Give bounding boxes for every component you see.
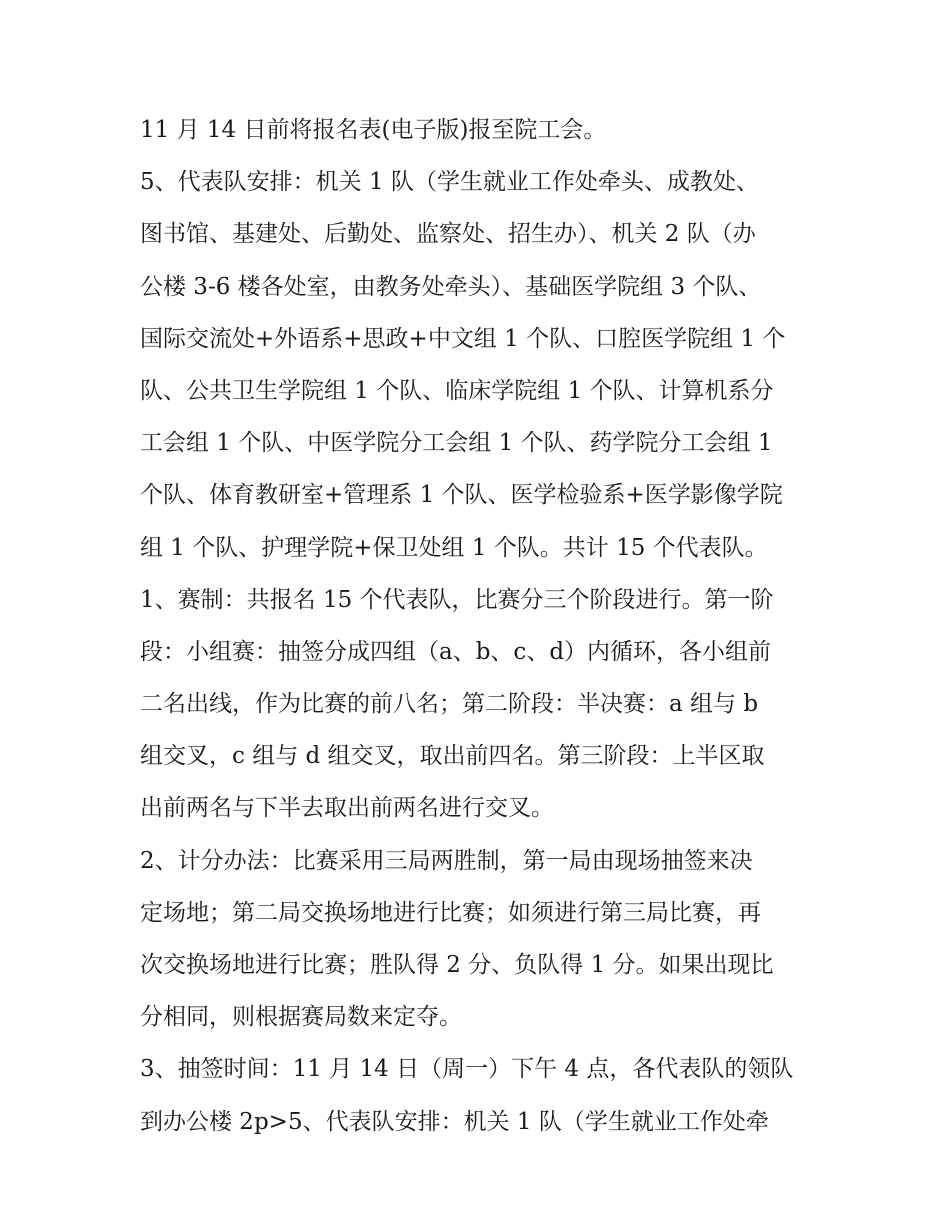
text-line: 到办公楼 2p>5、代表队安排：机关 1 队（学生就业工作处牵 [140, 1108, 769, 1135]
text-line: 国际交流处+外语系+思政+中文组 1 个队、口腔医学院组 1 个 [140, 325, 786, 352]
text-line: 公楼 3-6 楼各处室，由教务处牵头）、基础医学院组 3 个队、 [140, 273, 762, 300]
document-body [140, 104, 820, 1148]
text-line: 定场地；第二局交换场地进行比赛；如须进行第三局比赛，再 [140, 899, 761, 926]
text-line: 3、抽签时间：11 月 14 日（周一）下午 4 点，各代表队的领队 [140, 1056, 794, 1083]
text-line: 2、计分办法：比赛采用三局两胜制，第一局由现场抽签来决 [140, 847, 753, 874]
text-line: 工会组 1 个队、中医学院分工会组 1 个队、药学院分工会组 1 [140, 430, 773, 457]
text-line: 队、公共卫生学院组 1 个队、临床学院组 1 个队、计算机系分 [140, 377, 774, 404]
text-line: 图书馆、基建处、后勤处、监察处、招生办）、机关 2 队（办 [140, 221, 756, 248]
text-line: 5、代表队安排：机关 1 队（学生就业工作处牵头、成教处、 [140, 169, 759, 196]
text-line: 11 月 14 日前将报名表(电子版)报至院工会。 [140, 117, 607, 143]
text-line: 次交换场地进行比赛；胜队得 2 分、负队得 1 分。如果出现比 [140, 952, 774, 978]
text-line: 个队、体育教研室+管理系 1 个队、医学检验系+医学影像学院 [140, 482, 783, 509]
text-line: 组 1 个队、护理学院+保卫处组 1 个队。共计 15 个代表队。 [140, 534, 768, 561]
text-line: 出前两名与下半去取出前两名进行交叉。 [140, 795, 554, 822]
text-line: 二名出线，作为比赛的前八名；第二阶段：半决赛：a 组与 b [140, 691, 759, 718]
text-line: 段：小组赛：抽签分成四组（a、b、c、d）内循环，各小组前 [140, 638, 772, 665]
text-line: 1、赛制：共报名 15 个代表队，比赛分三个阶段进行。第一阶 [140, 586, 774, 613]
text-line: 组交叉，c 组与 d 组交叉，取出前四名。第三阶段：上半区取 [140, 743, 765, 770]
text-line: 分相同，则根据赛局数来定夺。 [140, 1004, 462, 1031]
